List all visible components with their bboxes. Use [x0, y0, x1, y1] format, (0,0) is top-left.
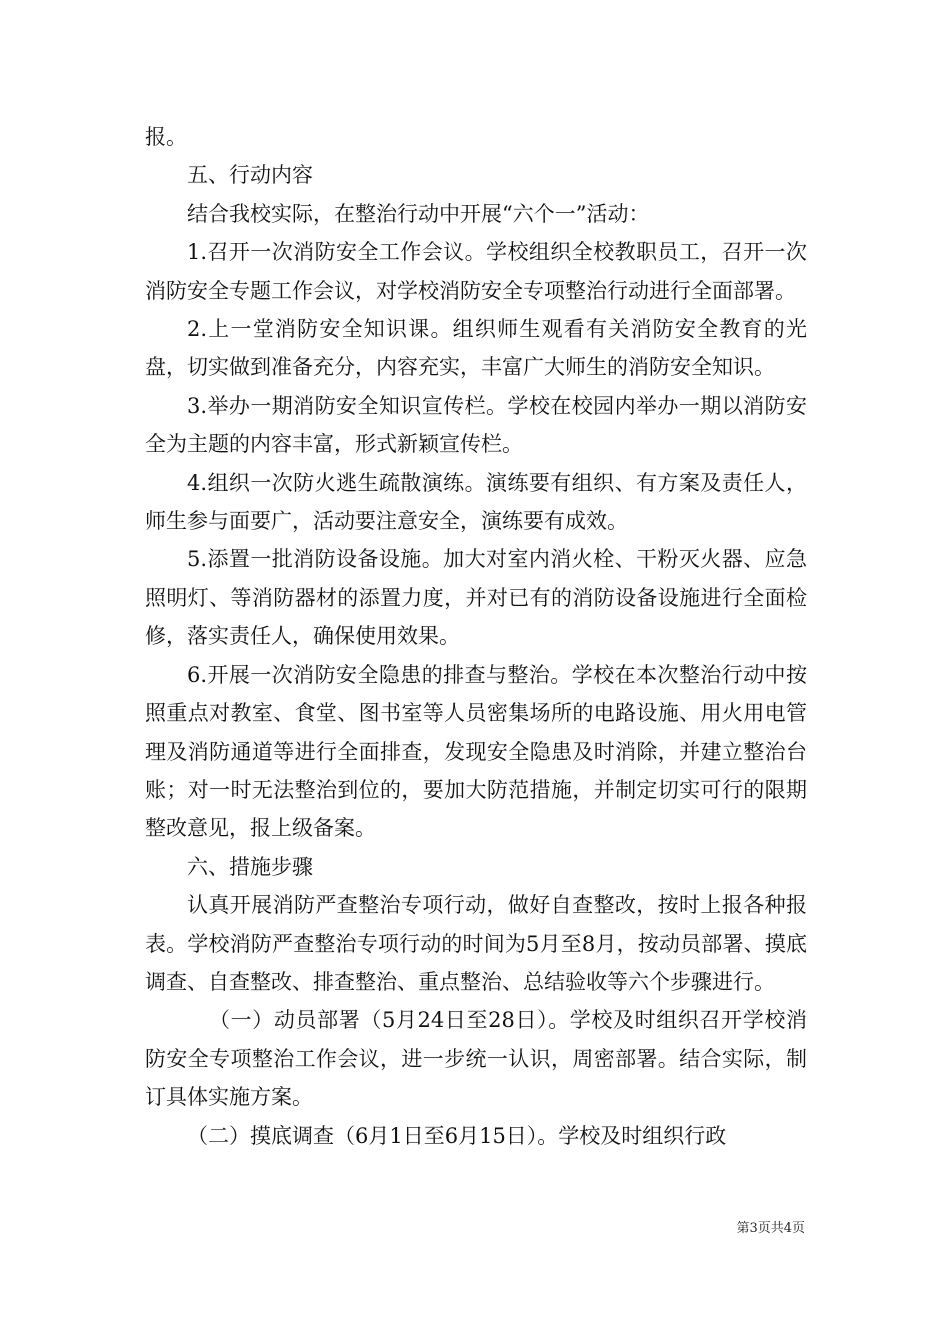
- paragraph-continuation: 报。: [145, 125, 187, 149]
- section-heading-measures: 六、措施步骤: [187, 854, 313, 879]
- paragraph-item-5: 5.添置一批消防设备设施。加大对室内消火栓、干粉灭火器、应急照明灯、等消防器材的添置力度，并对已有的消防设备设施进行全面检修，落实责任人，确保使用效果。: [145, 547, 807, 649]
- paragraph-item-6: 6.开展一次消防安全隐患的排查与整治。学校在本次整治行动中按照重点对教室、食堂、图书室等人员密集场所的电路设施、用火用电管理及消防通道等进行全面排查，发现安全隐患及时消除，并建立整治台账；对一时无法整治到位的，要加大防范措施，并制定切实可行的限期整改意见，报上级备案。: [145, 662, 807, 841]
- paragraph-item-2: 2.上一堂消防安全知识课。组织师生观看有关消防安全教育的光盘，切实做到准备充分，内容充实，丰富广大师生的消防安全知识。: [145, 317, 807, 380]
- document-body: [145, 118, 807, 1155]
- paragraph-item-1: 1.召开一次消防安全工作会议。学校组织全校教职员工，召开一次消防安全专题工作会议，对学校消防安全专项整治行动进行全面部署。: [145, 240, 807, 303]
- paragraph-intro: 结合我校实际，在整治行动中开展“六个一”活动：: [187, 201, 650, 226]
- section-heading-action-content: 五、行动内容: [187, 163, 313, 188]
- paragraph-step-1: （一）动员部署（5月24日至28日）。学校及时组织召开学校消防安全专项整治工作会议，进一步统一认识，周密部署。结合实际，制订具体实施方案。: [145, 1008, 807, 1110]
- page-number: 第3页共4页: [736, 1221, 805, 1236]
- paragraph-item-3: 3.举办一期消防安全知识宣传栏。学校在校园内举办一期以消防安全为主题的内容丰富，形式新颖宣传栏。: [145, 393, 807, 457]
- paragraph-measures-intro: 认真开展消防严查整治专项行动，做好自查整改，按时上报各种报表。学校消防严查整治专项行动的时间为5月至8月，按动员部署、摸底调查、自查整改、排查整治、重点整治、总结验收等六个步骤进行。: [145, 893, 807, 994]
- paragraph-step-2: （二）摸底调查（6月1日至6月15日）。学校及时组织行政: [187, 1123, 727, 1148]
- paragraph-item-4: 4.组织一次防火逃生疏散演练。演练要有组织、有方案及责任人，师生参与面要广，活动要注意安全，演练要有成效。: [145, 470, 807, 534]
